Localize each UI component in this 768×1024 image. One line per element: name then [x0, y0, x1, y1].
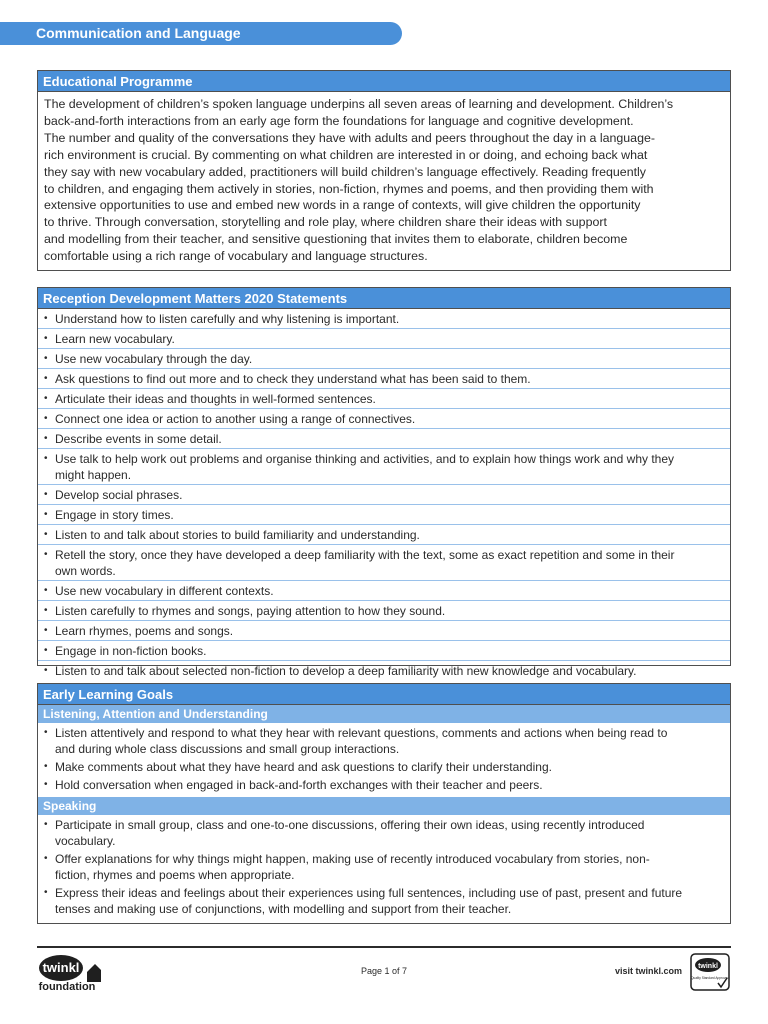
goal-text: • Listen attentively and respond to what they hear with relevant questions, comments and actions when being read to [55, 726, 668, 740]
goal-text: and during whole class discussions and small group interactions. [55, 742, 400, 756]
listening-subtitle: Listening, Attention and Understanding [38, 705, 730, 723]
logo-subtext: foundation [38, 981, 96, 992]
statement-row [38, 545, 730, 581]
statement-row [38, 349, 730, 369]
educational-programme-line: The development of children’s spoken language underpins all seven areas of learning and development. Children’s [44, 97, 674, 111]
statement-text: • Connect one idea or action to another using a range of connectives. [55, 411, 416, 426]
footer-divider [37, 946, 731, 948]
speaking-goal-item [55, 817, 724, 849]
statement-row [38, 621, 730, 641]
statement-text: • Understand how to listen carefully and why listening is important. [55, 311, 400, 326]
statement-row [38, 505, 730, 525]
quality-standard-badge [690, 953, 730, 991]
visit-link[interactable]: visit twinkl.com [614, 966, 682, 976]
logo-text: twinkl [42, 960, 80, 975]
statement-row [38, 429, 730, 449]
statement-text: • Listen carefully to rhymes and songs, paying attention to how they sound. [55, 603, 446, 618]
goal-text: • Hold conversation when engaged in back-and-forth exchanges with their teacher and peers. [55, 778, 543, 792]
educational-programme-line: and modelling from their teacher, and sensitive questioning that invites them to elaborate, children become [44, 232, 628, 247]
statement-row [38, 661, 730, 680]
educational-programme-line: back-and-forth interactions from an early age form the foundations for language and cognitive development. [44, 113, 634, 128]
statement-text: • Engage in story times. [55, 507, 174, 522]
statement-row [38, 409, 730, 429]
statement-row [38, 309, 730, 329]
educational-programme-text [38, 92, 730, 265]
educational-programme-line: extensive opportunities to use and embed new words in a range of contexts, will give children the opportunity [44, 198, 641, 213]
development-matters-title: Reception Development Matters 2020 Statements [38, 288, 730, 309]
statement-row [38, 485, 730, 505]
development-matters-box [37, 287, 731, 678]
page-number: Page 1 of 7 [360, 966, 408, 976]
speaking-goal-item [55, 851, 724, 883]
statement-row [38, 641, 730, 661]
statement-row [38, 581, 730, 601]
statement-text: own words. [55, 563, 116, 578]
goal-text: • Make comments about what they have heard and ask questions to clarify their understanding. [55, 760, 552, 774]
goal-text: • Participate in small group, class and one-to-one discussions, offering their own ideas, using recently introduced [55, 818, 645, 832]
development-matters-list [38, 309, 730, 680]
statement-text: • Ask questions to find out more and to check they understand what has been said to them. [55, 371, 531, 386]
listening-goal-item [55, 777, 724, 793]
speaking-goals-list [38, 815, 730, 921]
speaking-subtitle: Speaking [38, 797, 730, 815]
statement-text: • Listen to and talk about selected non-fiction to develop a deep familiarity with new knowledge and vocabulary. [55, 663, 637, 678]
statement-row [38, 525, 730, 545]
statement-row [38, 449, 730, 485]
statement-text: • Listen to and talk about stories to build familiarity and understanding. [55, 527, 420, 542]
statement-row [38, 389, 730, 409]
statement-text: might happen. [55, 467, 132, 482]
badge-text: twinkl [698, 963, 718, 970]
educational-programme-line: The number and quality of the conversations they have with adults and peers throughout the day in a language- [44, 130, 655, 145]
statement-row [38, 369, 730, 389]
educational-programme-line: to thrive. Through conversation, storytelling and role play, where children share their ideas with support [44, 215, 607, 230]
early-learning-goals-box [37, 683, 731, 924]
statement-text: • Develop social phrases. [55, 487, 183, 502]
statement-text: • Use new vocabulary through the day. [55, 351, 253, 366]
speaking-goal-item [55, 885, 724, 917]
goal-text: fiction, rhymes and poems when appropriate. [55, 868, 295, 882]
educational-programme-title: Educational Programme [38, 71, 730, 92]
educational-programme-line: comfortable using a rich range of vocabulary and language structures. [44, 249, 428, 264]
badge-subtext: Quality Standard Approved [690, 976, 730, 980]
statement-text: • Learn new vocabulary. [55, 331, 175, 346]
statement-text: • Describe events in some detail. [55, 431, 222, 446]
statement-row [38, 601, 730, 621]
statement-text: • Engage in non-fiction books. [55, 643, 207, 658]
section-header-tab [0, 22, 402, 45]
educational-programme-line: rich environment is crucial. By commenting on what children are interested in or doing, and echoing back what [44, 147, 648, 162]
statement-text: • Use talk to help work out problems and organise thinking and activities, and to explain how things work and why they [55, 451, 675, 466]
listening-goal-item [55, 725, 724, 757]
statement-row [38, 329, 730, 349]
early-learning-goals-title: Early Learning Goals [38, 684, 730, 705]
statement-text: • Learn rhymes, poems and songs. [55, 623, 234, 638]
goal-text: • Offer explanations for why things might happen, making use of recently introduced vocabulary from stories, non- [55, 852, 650, 866]
listening-goals-list [38, 723, 730, 797]
educational-programme-box [37, 70, 731, 271]
statement-text: • Articulate their ideas and thoughts in well-formed sentences. [55, 391, 376, 406]
educational-programme-line: they say with new vocabulary added, practitioners will build children’s language effectively. Reading frequently [44, 164, 646, 179]
listening-goal-item [55, 759, 724, 775]
goal-text: vocabulary. [55, 834, 116, 848]
statement-text: • Retell the story, once they have developed a deep familiarity with the text, some as exact repetition and some in their [55, 547, 675, 562]
statement-text: • Use new vocabulary in different contexts. [55, 583, 274, 598]
goal-text: tenses and making use of conjunctions, with modelling and support from their teacher. [55, 902, 512, 916]
educational-programme-line: to children, and engaging them actively in stories, non-fiction, rhymes and poems, and then providing them with [44, 181, 654, 196]
goal-text: • Express their ideas and feelings about their experiences using full sentences, including use of past, present and future [55, 886, 683, 900]
section-title: Communication and Language [36, 25, 241, 41]
